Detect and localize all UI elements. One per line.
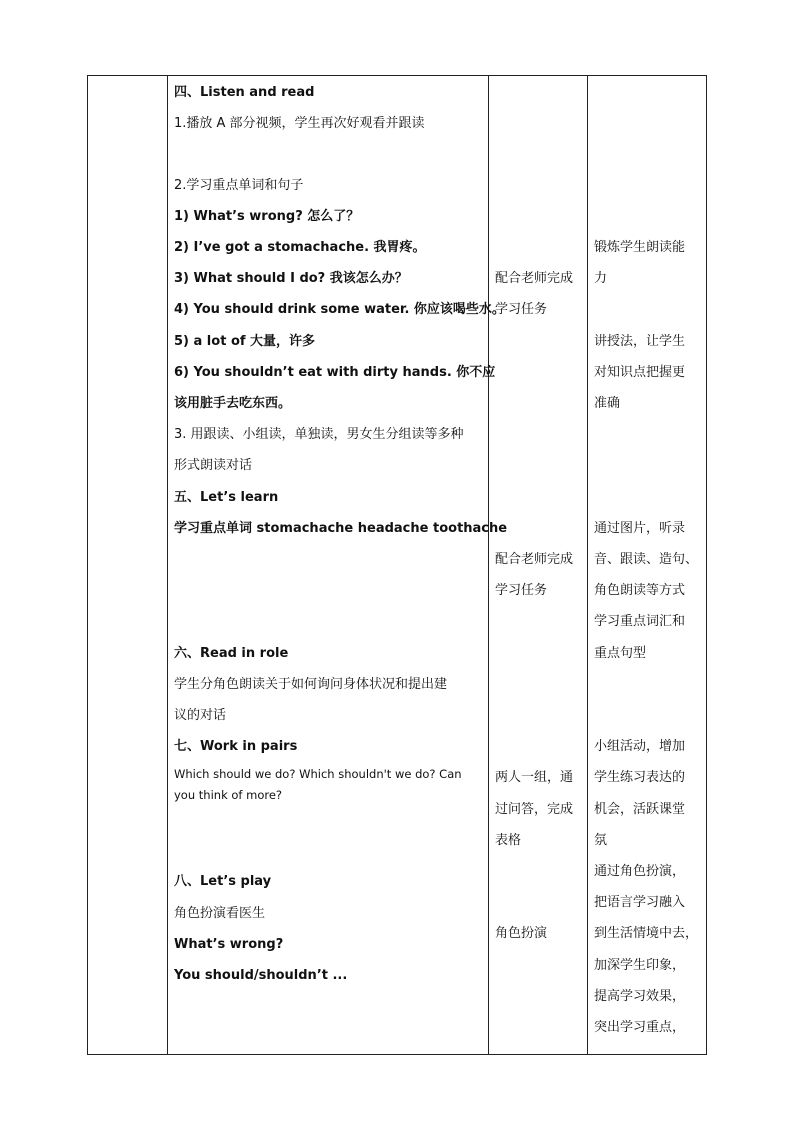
design-intent-line: 把语言学习融入 — [594, 895, 686, 910]
process-line: 学生分角色朗读关于如何询问身体状况和提出建 — [174, 677, 448, 692]
section-heading-4: 四、Listen and read — [174, 85, 315, 100]
student-activity-line: 角色扮演 — [495, 926, 548, 941]
key-sentence: 5) a lot of 大量，许多 — [174, 334, 316, 349]
section-heading-7: 七、Work in pairs — [174, 739, 298, 754]
process-line: 2.学习重点单词和句子 — [174, 178, 304, 193]
key-sentence: 6) You shouldn’t eat with dirty hands. 你不应 — [174, 365, 496, 380]
key-sentence: 该用脏手去吃东西。 — [174, 396, 292, 411]
design-intent-line: 讲授法，让学生 — [594, 334, 686, 349]
design-intent-line: 重点句型 — [594, 646, 647, 661]
key-sentence: 2) I’ve got a stomachache. 我胃疼。 — [174, 240, 426, 255]
design-intent-line: 准确 — [594, 396, 621, 411]
design-intent-line: 角色朗读等方式 — [594, 583, 686, 598]
section-heading-6: 六、Read in role — [174, 646, 289, 661]
table-col-border-5 — [706, 75, 707, 1055]
process-line: 形式朗读对话 — [174, 458, 253, 473]
student-activity-line: 两人一组，通 — [495, 770, 574, 785]
design-intent-line: 锻炼学生朗读能 — [594, 240, 686, 255]
design-intent-line: 突出学习重点， — [594, 1020, 686, 1035]
student-activity-line: 学习任务 — [495, 583, 548, 598]
design-intent-line: 加深学生印象， — [594, 958, 686, 973]
process-line: 3. 用跟读、小组读，单独读，男女生分组读等多种 — [174, 427, 464, 442]
process-line: Which should we do? Which shouldn't we do? Can — [174, 767, 462, 781]
process-line: 议的对话 — [174, 708, 227, 723]
key-sentence: 1) What’s wrong? 怎么了？ — [174, 209, 360, 224]
table-col-border-3 — [488, 75, 489, 1055]
design-intent-line: 音、跟读、造句、 — [594, 552, 699, 567]
design-intent-line: 到生活情境中去， — [594, 926, 699, 941]
key-sentence: 4) You should drink some water. 你应该喝些水。 — [174, 302, 505, 317]
table-bottom-border — [87, 1054, 707, 1055]
design-intent-line: 提高学习效果， — [594, 989, 686, 1004]
table-top-border — [87, 75, 707, 76]
process-line: you think of more? — [174, 788, 283, 802]
design-intent-line: 学生练习表达的 — [594, 770, 686, 785]
table-col-border-2 — [167, 75, 168, 1055]
table-col-border-4 — [587, 75, 588, 1055]
student-activity-line: 过问答，完成 — [495, 802, 574, 817]
process-line: 1.播放 A 部分视频，学生再次好观看并跟读 — [174, 116, 425, 131]
design-intent-line: 通过图片，听录 — [594, 521, 686, 536]
student-activity-line: 表格 — [495, 833, 522, 848]
student-activity-line: 配合老师完成 — [495, 271, 574, 286]
design-intent-line: 力 — [594, 271, 608, 286]
table-col-border-1 — [87, 75, 88, 1055]
process-line: You should/shouldn’t ... — [174, 968, 348, 983]
section-heading-8: 八、Let’s play — [174, 874, 272, 889]
process-line: What’s wrong? — [174, 937, 284, 952]
design-intent-line: 学习重点词汇和 — [594, 614, 686, 629]
design-intent-line: 氛 — [594, 833, 608, 848]
design-intent-line: 通过角色扮演， — [594, 864, 686, 879]
design-intent-line: 小组活动，增加 — [594, 739, 686, 754]
student-activity-line: 配合老师完成 — [495, 552, 574, 567]
student-activity-line: 学习任务 — [495, 302, 548, 317]
section-heading-5: 五、Let’s learn — [174, 490, 279, 505]
design-intent-line: 对知识点把握更 — [594, 365, 686, 380]
key-sentence: 3) What should I do? 我该怎么办？ — [174, 271, 408, 286]
process-line: 学习重点单词 stomachache headache toothache — [174, 521, 508, 536]
design-intent-line: 机会，活跃课堂 — [594, 802, 686, 817]
process-line: 角色扮演看医生 — [174, 906, 266, 921]
